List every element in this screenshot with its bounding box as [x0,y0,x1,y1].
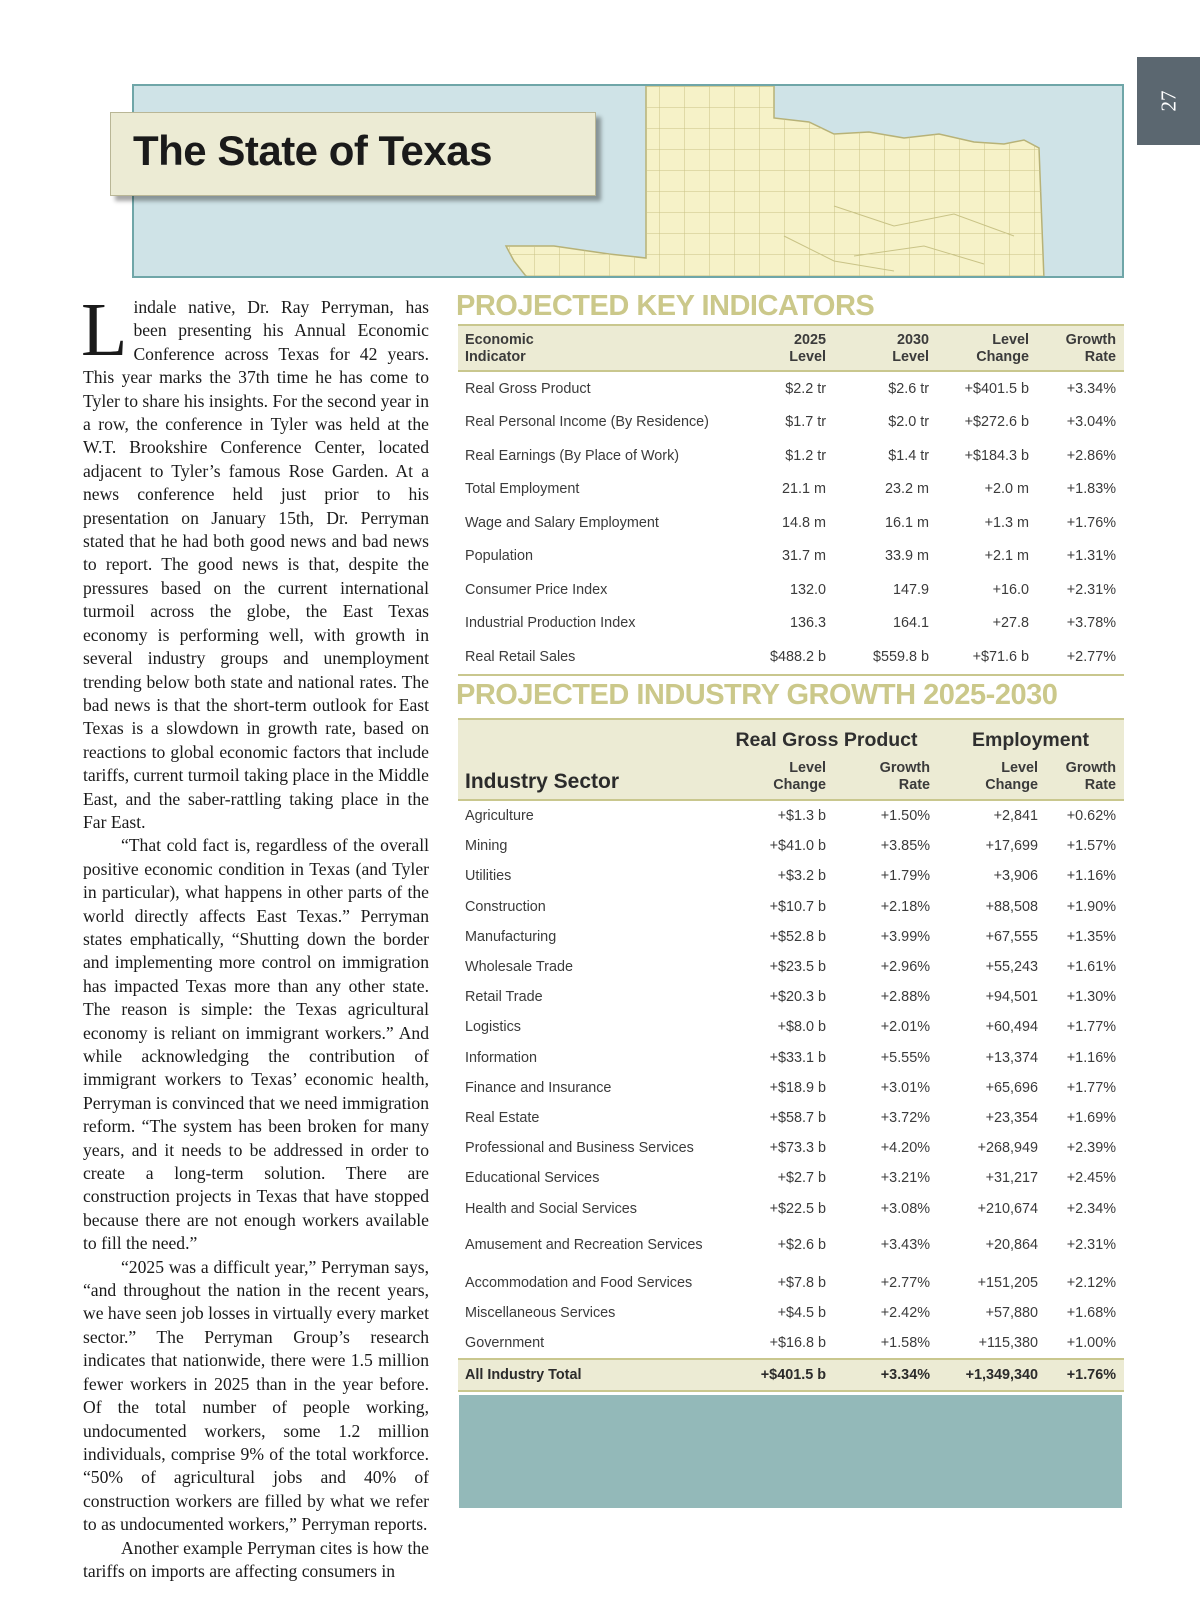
cell-value: 23.2 m [885,481,929,498]
page-number-tab [1137,57,1200,145]
cell-value: +2.0 m [984,481,1029,498]
cell-value: +$2.6 b [777,1237,826,1254]
cell-value: +55,243 [985,959,1038,976]
row-label: Government [465,1335,545,1352]
group-header-real-gross-product: Real Gross Product [716,719,938,760]
cell-value: 147.9 [892,581,929,598]
article-paragraph-text: indale native, Dr. Ray Perryman, has been presenting his Annual Economic Conference across Texas for 42 years. This year marks the 37th time he has come to Tyler to share his insights. For the second year in a row, the conference in Tyler was held at the W.T. Brookshire Conference Center, located adjacent to Tyler’s famous Rose Garden. At a news conference held just prior to his presentation on January 15th, Dr. Perryman stated that he had both good news and bad news to report. The good news is that, despite the pressures based on the current international turmoil across the globe, the East Texas economy is performing well, with growth in several industry groups and unemployment trending below both state and national rates. The bad news is that the short-term outlook for East Texas is a slowdown in growth rate, based on reactions to global economic factors that include tariffs, current turmoil taking place in the Middle East, and the saber-rattling taking place in the Far East. [83,297,429,832]
cell-value: 132.0 [789,581,826,598]
cell-value: +2.86% [1066,447,1116,464]
table-row [458,573,1124,607]
row-label: Construction [465,898,546,915]
cell-value: +2.18% [880,898,930,915]
table-row [458,1224,1124,1268]
row-label: Educational Services [465,1170,600,1187]
cell-value: +$20.3 b [769,989,826,1006]
col-header-level-change: Level Change [937,325,1037,371]
cell-value: $2.0 tr [888,414,929,431]
cell-value: +2.77% [880,1274,930,1291]
cell-value: +13,374 [985,1049,1038,1066]
cell-value: +1.30% [1066,989,1116,1006]
table-row [458,1103,1124,1133]
cell-value: 16.1 m [885,514,929,531]
row-label: Real Estate [465,1109,540,1126]
table-row [458,506,1124,540]
cell-value: +2.39% [1066,1140,1116,1157]
table-row [458,1163,1124,1193]
col-header-industry-sector: Industry Sector [458,760,716,800]
cell-value: +2.31% [1066,581,1116,598]
table-row [458,406,1124,440]
cell-value: +$33.1 b [769,1049,826,1066]
cell-value: +$22.5 b [769,1200,826,1217]
row-label: Utilities [465,868,512,885]
cell-value: +$184.3 b [964,447,1029,464]
cell-value: +$18.9 b [769,1079,826,1096]
table-row [458,800,1124,831]
col-header-rgp-growth-rate: Growth Rate [834,760,938,800]
cell-value: +31,217 [985,1170,1038,1187]
cell-value: +3.04% [1066,414,1116,431]
title-box [110,112,596,196]
cell-value: +88,508 [985,898,1038,915]
col-header-emp-growth-rate: Growth Rate [1046,760,1124,800]
row-label: Miscellaneous Services [465,1304,616,1321]
cell-value: $1.4 tr [888,447,929,464]
table-row [458,540,1124,574]
row-label: Total Employment [465,481,580,498]
cell-value: +1.77% [1066,1019,1116,1036]
cell-value: 33.9 m [885,548,929,565]
cell-value: +1.90% [1066,898,1116,915]
total-value: +1.76% [1046,1359,1124,1391]
cell-value: +268,949 [977,1140,1038,1157]
cell-value: +60,494 [985,1019,1038,1036]
cell-value: +1.31% [1066,548,1116,565]
table-row [458,1133,1124,1163]
cell-value: +3.34% [1066,380,1116,397]
row-label: Consumer Price Index [465,581,608,598]
table-row [458,861,1124,891]
cell-value: +115,380 [978,1335,1038,1352]
row-label: Wholesale Trade [465,959,573,976]
col-header-emp-level-change: Level Change [938,760,1046,800]
cell-value: +3.78% [1066,615,1116,632]
total-row [458,1359,1124,1391]
cell-value: +2.45% [1066,1170,1116,1187]
cell-value: +2.1 m [984,548,1029,565]
table-row [458,831,1124,861]
cell-value: $2.2 tr [785,380,826,397]
cell-value: +1.69% [1066,1109,1116,1126]
table-row [458,1268,1124,1298]
row-label: Real Retail Sales [458,640,738,675]
cell-value: +151,205 [977,1274,1038,1291]
industry-growth-heading: PROJECTED INDUSTRY GROWTH 2025-2030 [456,679,1058,711]
cell-value: +1.00% [1066,1335,1116,1352]
table-row [458,607,1124,641]
cell-value: +$7.8 b [777,1274,826,1291]
cell-value: +210,674 [977,1200,1038,1217]
cell-value: +3.08% [880,1200,930,1217]
cell-value: +3.85% [880,838,930,855]
cell-value: +$58.7 b [769,1109,826,1126]
cell-value: $1.7 tr [785,414,826,431]
cell-value: +2.96% [880,959,930,976]
total-value: +3.34% [834,1359,938,1391]
cell-value: +20,864 [985,1237,1038,1254]
cell-value: +$1.3 b [777,808,826,825]
row-label: Manufacturing [465,928,557,945]
cell-value: +2.12% [1066,1274,1116,1291]
total-value: +$401.5 b [716,1359,834,1391]
cell-value: +1.68% [1066,1304,1116,1321]
cell-value: +5.55% [880,1049,930,1066]
cell-value: +$73.3 b [769,1140,826,1157]
cell-value: +$272.6 b [964,414,1029,431]
cell-value: +17,699 [985,838,1038,855]
table-row [458,922,1124,952]
table-row [458,1073,1124,1103]
cell-value: $488.2 b [738,640,834,675]
row-label: Information [465,1049,537,1066]
col-header-indicator: Economic Indicator [458,325,738,371]
col-header-growth-rate: Growth Rate [1037,325,1124,371]
article-paragraph: “That cold fact is, regardless of the overall positive economic condition in Texas (and Tyler in particular), what happens in other parts of the world directly affects East Texas.” Perryman states emphatically, “Shutting down the border and implementing more control on immigration has impacted Texas more than any other state. The reason is simple: the Texas agricultural economy is reliant on immigrant workers.” And while acknowledging the contribution of immigrant workers to Texas’ economic health, Perryman is convinced that we need immigration reform. “The system has been broken for many years, and it needs to be addressed in order to create a long-term solution. There are construction projects in Texas that have stopped because there are not enough workers available to fill the need.” [83,835,429,1254]
cell-value: +1.76% [1066,514,1116,531]
cell-value: +2,841 [993,808,1038,825]
row-label: Industrial Production Index [465,615,636,632]
cell-value: +2.88% [880,989,930,1006]
row-label: Health and Social Services [465,1200,637,1217]
cell-value: +$10.7 b [769,898,826,915]
cell-value: +$23.5 b [769,959,826,976]
total-label: All Industry Total [458,1359,716,1391]
cell-value: +$3.2 b [777,868,826,885]
row-label: Mining [465,838,508,855]
col-header-2030-level: 2030 Level [834,325,937,371]
cell-value: 164.1 [892,615,929,632]
key-indicators-table [458,324,1124,676]
cell-value: +$16.8 b [769,1335,826,1352]
cell-value: +3.99% [880,928,930,945]
cell-value: +$2.7 b [777,1170,826,1187]
cell-value: +2.34% [1066,1200,1116,1217]
cell-value: +1.61% [1066,959,1116,976]
cell-value: +0.62% [1066,808,1116,825]
row-label: Real Earnings (By Place of Work) [465,447,680,464]
key-indicators-heading: PROJECTED KEY INDICATORS [456,290,875,322]
cell-value: 31.7 m [782,548,826,565]
cell-value: +$52.8 b [769,928,826,945]
row-label: Amusement and Recreation Services [465,1237,703,1254]
cell-value: +94,501 [985,989,1038,1006]
table-row [458,982,1124,1012]
cell-value: +$41.0 b [769,838,826,855]
cell-value: +2.42% [880,1304,930,1321]
cell-value: +1.79% [880,868,930,885]
cell-value: +57,880 [985,1304,1038,1321]
row-label: Agriculture [465,808,534,825]
cell-value: +$8.0 b [777,1019,826,1036]
row-label: Real Personal Income (By Residence) [465,414,709,431]
industry-subheader-row [458,760,1124,800]
cell-value: +27.8 [992,615,1029,632]
cell-value: +1.16% [1066,868,1116,885]
cell-value: +$401.5 b [964,380,1029,397]
cell-value: +1.57% [1066,838,1116,855]
row-label: Retail Trade [465,989,543,1006]
table-row [458,892,1124,922]
cell-value: +2.77% [1037,640,1124,675]
cell-value: +2.31% [1066,1237,1116,1254]
key-indicators-header-row [458,325,1124,371]
row-label: Professional and Business Services [465,1140,694,1157]
cell-value: +3.21% [880,1170,930,1187]
row-label: Finance and Insurance [465,1079,612,1096]
total-value: +1,349,340 [938,1359,1046,1391]
table-row [458,371,1124,406]
cell-value: +1.77% [1066,1079,1116,1096]
cell-value: +1.3 m [984,514,1029,531]
table-row [458,1012,1124,1042]
row-label: Logistics [465,1019,521,1036]
row-label: Wage and Salary Employment [465,514,659,531]
cell-value: +1.50% [880,808,930,825]
table-row [458,1193,1124,1223]
cell-value: 21.1 m [782,481,826,498]
cell-value: +3.43% [880,1237,930,1254]
table-row [458,1298,1124,1328]
cell-value: +67,555 [985,928,1038,945]
cell-value: +65,696 [985,1079,1038,1096]
table-row [458,1043,1124,1073]
cell-value: +3.01% [880,1079,930,1096]
group-header-employment: Employment [938,719,1124,760]
cell-value: $559.8 b [834,640,937,675]
cell-value: $1.2 tr [785,447,826,464]
row-label: Real Gross Product [465,380,591,397]
table-row [458,640,1124,675]
cell-value: +$4.5 b [777,1304,826,1321]
cell-value: +1.83% [1066,481,1116,498]
cell-value: +23,354 [985,1109,1038,1126]
cell-value: +3,906 [993,868,1038,885]
cell-value: +$71.6 b [937,640,1037,675]
article-paragraph [81,288,429,834]
cell-value: 136.3 [789,615,826,632]
cell-value: +1.58% [880,1335,930,1352]
cell-value: +1.35% [1066,928,1116,945]
cell-value: +1.16% [1066,1049,1116,1066]
article-paragraph: Another example Perryman cites is how the tariffs on imports are affecting consumers in [83,1537,429,1581]
page-number: 27 [1156,90,1180,112]
industry-growth-table [458,718,1124,1392]
industry-group-header-row [458,719,1124,760]
row-label: Population [465,548,534,565]
row-label: Accommodation and Food Services [465,1274,693,1291]
table-row [458,439,1124,473]
col-header-2025-level: 2025 Level [738,325,834,371]
dropcap: L [81,288,128,372]
cell-value: +2.01% [880,1019,930,1036]
cell-value: +3.72% [880,1109,930,1126]
cell-value: $2.6 tr [888,380,929,397]
table-row [458,473,1124,507]
teal-box [459,1395,1122,1508]
col-header-rgp-level-change: Level Change [716,760,834,800]
table-row [458,1328,1124,1359]
page-title: The State of Texas [133,127,492,174]
article-paragraph: “2025 was a difficult year,” Perryman says, “and throughout the nation in the recent years, we have seen job losses in virtually every market sector.” The Perryman Group’s research indicates that nationwide, there were 1.5 million fewer workers in 2025 than in the year before. Of the total number of people working, undocumented workers, some 1.2 million individuals, comprise 9% of the total workforce. “50% of agricultural jobs and 40% of construction workers are filled by what we refer to as undocumented workers,” Perryman reports. [83,1256,429,1535]
cell-value: +4.20% [880,1140,930,1157]
table-row [458,952,1124,982]
cell-value: +16.0 [992,581,1029,598]
cell-value: 14.8 m [782,514,826,531]
article [81,288,429,1583]
